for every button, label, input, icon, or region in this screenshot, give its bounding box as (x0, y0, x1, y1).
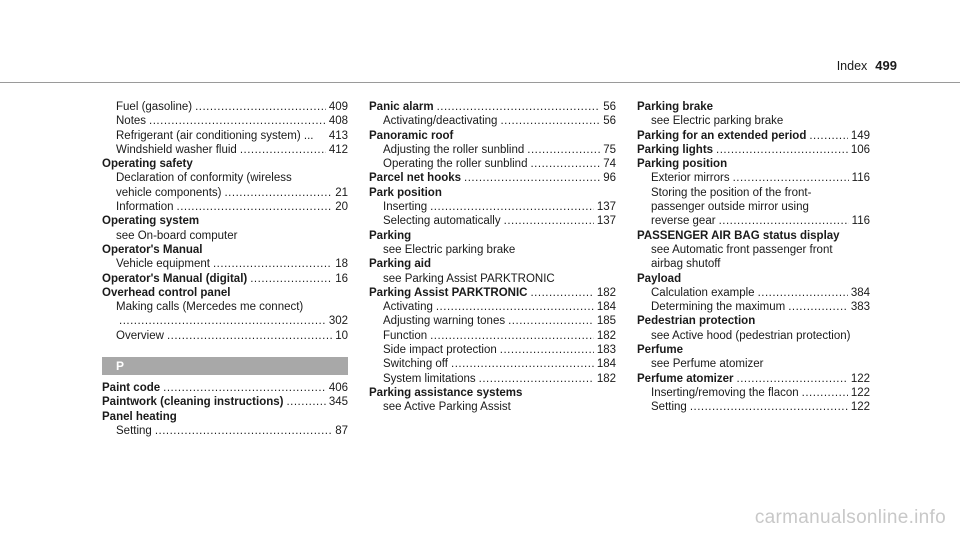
entry-text: Parking position (637, 158, 728, 171)
leader-dots (195, 100, 326, 114)
index-entry (637, 272, 870, 286)
index-subentry (637, 114, 870, 128)
leader-dots (500, 114, 600, 128)
entry-text: Fuel (gasoline) (116, 101, 193, 113)
entry-text: Parking Assist PARKTRONIC (369, 286, 528, 299)
entry-text: Panel heating (102, 410, 177, 423)
index-entry (637, 229, 870, 243)
entry-page-number: 74 (603, 158, 616, 171)
entry-page-number: 149 (850, 129, 870, 142)
index-subentry (637, 171, 870, 185)
leader-dots (163, 381, 326, 395)
index-entry (102, 214, 348, 228)
index-subentry (369, 272, 616, 286)
leader-dots (527, 143, 600, 157)
index-entry (369, 229, 616, 243)
leader-dots (690, 400, 848, 414)
entry-text: Calculation example (651, 286, 755, 299)
leader-dots (436, 300, 594, 314)
index-subentry (637, 200, 870, 214)
entry-page-number: 383 (850, 301, 870, 314)
index-subentry (369, 114, 616, 128)
entry-text: Park position (369, 186, 442, 199)
entry-text: Parcel net hooks (369, 172, 462, 185)
leader-dots (240, 143, 326, 157)
index-subentry (102, 200, 348, 214)
entry-text: Perfume atomizer (637, 372, 734, 385)
leader-dots (809, 129, 847, 143)
entry-text: Inserting/removing the flacon (651, 386, 799, 399)
watermark: carmanualsonline.info (754, 507, 946, 528)
entry-text: Operating the roller sunblind (383, 158, 528, 171)
entry-text: Operating system (102, 215, 200, 228)
leader-dots (788, 300, 848, 314)
leader-dots (437, 100, 601, 114)
index-subentry (369, 357, 616, 371)
entry-text: Panic alarm (369, 101, 434, 113)
section-title: Index (836, 59, 868, 73)
entry-text: Notes (116, 115, 147, 128)
entry-page-number: 122 (850, 386, 870, 399)
index-subentry (102, 424, 348, 438)
entry-text: Payload (637, 272, 682, 285)
entry-page-number: 406 (328, 382, 348, 395)
entry-text: see Active hood (pedestrian protection) (651, 329, 851, 342)
index-subentry (102, 257, 348, 271)
index-entry (369, 286, 616, 300)
index-subentry (369, 343, 616, 357)
index-subentry (637, 243, 870, 257)
entry-text: Operator's Manual (digital) (102, 272, 248, 285)
leader-dots (504, 214, 594, 228)
page-header (837, 58, 897, 73)
entry-text: see Electric parking brake (383, 243, 516, 256)
entry-text: Operator's Manual (102, 243, 203, 256)
entry-text: vehicle components) (116, 186, 222, 199)
entry-text: PASSENGER AIR BAG status display (637, 229, 840, 242)
index-subentry (369, 243, 616, 257)
entry-page-number: 183 (596, 344, 616, 357)
entry-text: Adjusting the roller sunblind (383, 143, 525, 156)
leader-dots (430, 329, 594, 343)
entry-page-number: 10 (335, 329, 348, 342)
index-entry (637, 372, 870, 386)
index-entry (369, 171, 616, 185)
entry-text: see On-board computer (116, 229, 238, 242)
entry-text: see Automatic front passenger front (651, 243, 833, 256)
entry-text: Panoramic roof (369, 129, 454, 142)
leader-dots (737, 372, 848, 386)
leader-dots (250, 272, 332, 286)
index-subentry (637, 400, 870, 414)
leader-dots (451, 357, 594, 371)
index-subentry (102, 171, 348, 185)
entry-page-number: 185 (596, 315, 616, 328)
index-subentry (102, 114, 348, 128)
leader-dots (500, 343, 594, 357)
entry-text: Storing the position of the front- (651, 186, 812, 199)
leader-dots (213, 257, 332, 271)
index-subentry (102, 314, 348, 328)
leader-dots (530, 157, 600, 171)
entry-text: Parking (369, 229, 412, 242)
entry-text: Determining the maximum (651, 301, 786, 314)
entry-text: Parking brake (637, 101, 714, 113)
entry-text: airbag shutoff (651, 258, 721, 271)
entry-text: Parking assistance systems (369, 386, 523, 399)
entry-page-number: 184 (596, 358, 616, 371)
entry-text: Setting (651, 401, 687, 414)
entry-text: Information (116, 201, 174, 214)
entry-text: Exterior mirrors (651, 172, 730, 185)
page-number: 499 (875, 58, 897, 73)
index-entry (637, 314, 870, 328)
entry-text: Activating (383, 301, 433, 314)
entry-text: Inserting (383, 201, 428, 214)
index-entry (637, 100, 870, 114)
index-subentry (369, 200, 616, 214)
index-subentry (102, 300, 348, 314)
entry-text: Perfume (637, 344, 684, 357)
entry-page-number: 116 (851, 215, 870, 228)
entry-text: Parking aid (369, 258, 431, 271)
entry-text: Parking for an extended period (637, 129, 807, 142)
index-column-3 (637, 100, 870, 415)
entry-text: Switching off (383, 358, 448, 371)
index-subentry (102, 229, 348, 243)
entry-page-number: 345 (328, 396, 348, 409)
entry-text: Declaration of conformity (wireless (116, 172, 292, 185)
index-subentry (637, 300, 870, 314)
leader-dots (464, 171, 600, 185)
header-rule (0, 82, 960, 83)
entry-text: Windshield washer fluid (116, 143, 237, 156)
index-entry (102, 157, 348, 171)
entry-text: Function (383, 329, 428, 342)
index-entry (369, 386, 616, 400)
entry-page-number: 184 (596, 301, 616, 314)
index-entry (369, 186, 616, 200)
leader-dots (286, 395, 325, 409)
letter-heading: P (102, 357, 348, 375)
index-subentry (102, 186, 348, 200)
entry-text: Pedestrian protection (637, 315, 756, 328)
index-entry (637, 157, 870, 171)
leader-dots (430, 200, 594, 214)
entry-text: Side impact protection (383, 344, 497, 357)
entry-page-number: 116 (851, 172, 870, 185)
leader-dots (119, 314, 326, 328)
entry-page-number: 56 (603, 115, 616, 128)
index-entry (102, 395, 348, 409)
entry-page-number: 137 (596, 201, 616, 214)
entry-text: Selecting automatically (383, 215, 501, 228)
entry-page-number: 122 (850, 372, 870, 385)
entry-text: Setting (116, 424, 152, 437)
entry-page-number: 106 (850, 143, 870, 156)
entry-page-number: 20 (335, 201, 348, 214)
entry-text: Overview (116, 329, 164, 342)
index-subentry (369, 314, 616, 328)
leader-dots (716, 143, 848, 157)
entry-page-number: 409 (328, 101, 348, 113)
entry-text: Refrigerant (air conditioning system) ... (116, 129, 314, 142)
entry-page-number: 21 (335, 186, 348, 199)
entry-text: passenger outside mirror using (651, 201, 809, 214)
index-subentry (637, 386, 870, 400)
index-subentry (637, 214, 870, 228)
index-subentry (369, 214, 616, 228)
leader-dots (758, 286, 848, 300)
entry-text: System limitations (383, 372, 476, 385)
entry-page-number: 18 (335, 258, 348, 271)
index-subentry (369, 143, 616, 157)
index-entry (102, 381, 348, 395)
leader-dots (224, 186, 332, 200)
entry-page-number: 413 (328, 129, 348, 142)
leader-dots (802, 386, 848, 400)
entry-page-number: 182 (596, 329, 616, 342)
entry-page-number: 96 (603, 172, 616, 185)
index-subentry (637, 257, 870, 271)
entry-text: Parking lights (637, 143, 714, 156)
entry-text: Overhead control panel (102, 286, 231, 299)
entry-text: Vehicle equipment (116, 258, 210, 271)
entry-text: reverse gear (651, 215, 716, 228)
entry-page-number: 182 (596, 286, 616, 299)
entry-text: Operating safety (102, 158, 193, 171)
index-entry (102, 410, 348, 424)
index-entry (102, 286, 348, 300)
index-subentry (637, 186, 870, 200)
entry-page-number: 87 (335, 424, 348, 437)
leader-dots (149, 114, 326, 128)
leader-dots (530, 286, 593, 300)
entry-text: Paintwork (cleaning instructions) (102, 396, 284, 409)
entry-text: see Perfume atomizer (651, 358, 764, 371)
entry-text: Paint code (102, 382, 161, 395)
entry-page-number: 16 (335, 272, 348, 285)
leader-dots (508, 314, 594, 328)
entry-page-number: 182 (596, 372, 616, 385)
index-subentry (369, 400, 616, 414)
index-entry (102, 272, 348, 286)
entry-text: see Active Parking Assist (383, 401, 511, 414)
index-entry (637, 129, 870, 143)
entry-page-number: 412 (328, 143, 348, 156)
index-subentry (637, 357, 870, 371)
entry-text: Activating/deactivating (383, 115, 498, 128)
index-entry (637, 143, 870, 157)
index-entry (102, 243, 348, 257)
leader-dots (719, 214, 849, 228)
index-entry (369, 257, 616, 271)
index-subentry (369, 300, 616, 314)
index-subentry (102, 129, 348, 143)
entry-page-number: 56 (603, 101, 616, 113)
entry-page-number: 302 (328, 315, 348, 328)
index-column-2 (369, 100, 616, 415)
index-subentry (637, 286, 870, 300)
entry-page-number: 137 (596, 215, 616, 228)
entry-text: Adjusting warning tones (383, 315, 506, 328)
leader-dots (177, 200, 333, 214)
index-subentry (637, 329, 870, 343)
index-subentry (102, 143, 348, 157)
index-subentry (369, 329, 616, 343)
index-subentry (102, 329, 348, 343)
entry-text: Making calls (Mercedes me connect) (116, 301, 304, 314)
index-subentry (102, 100, 348, 114)
index-column-1 (102, 100, 348, 438)
leader-dots (479, 372, 594, 386)
index-entry (369, 129, 616, 143)
entry-text: see Electric parking brake (651, 115, 784, 128)
entry-page-number: 384 (850, 286, 870, 299)
index-entry (369, 100, 616, 114)
leader-dots (155, 424, 332, 438)
index-subentry (369, 157, 616, 171)
entry-text: see Parking Assist PARKTRONIC (383, 272, 555, 285)
entry-page-number: 75 (603, 143, 616, 156)
leader-dots (167, 329, 332, 343)
index-entry (637, 343, 870, 357)
entry-page-number: 122 (850, 401, 870, 414)
entry-page-number: 408 (328, 115, 348, 128)
leader-dots (733, 171, 849, 185)
index-subentry (369, 372, 616, 386)
